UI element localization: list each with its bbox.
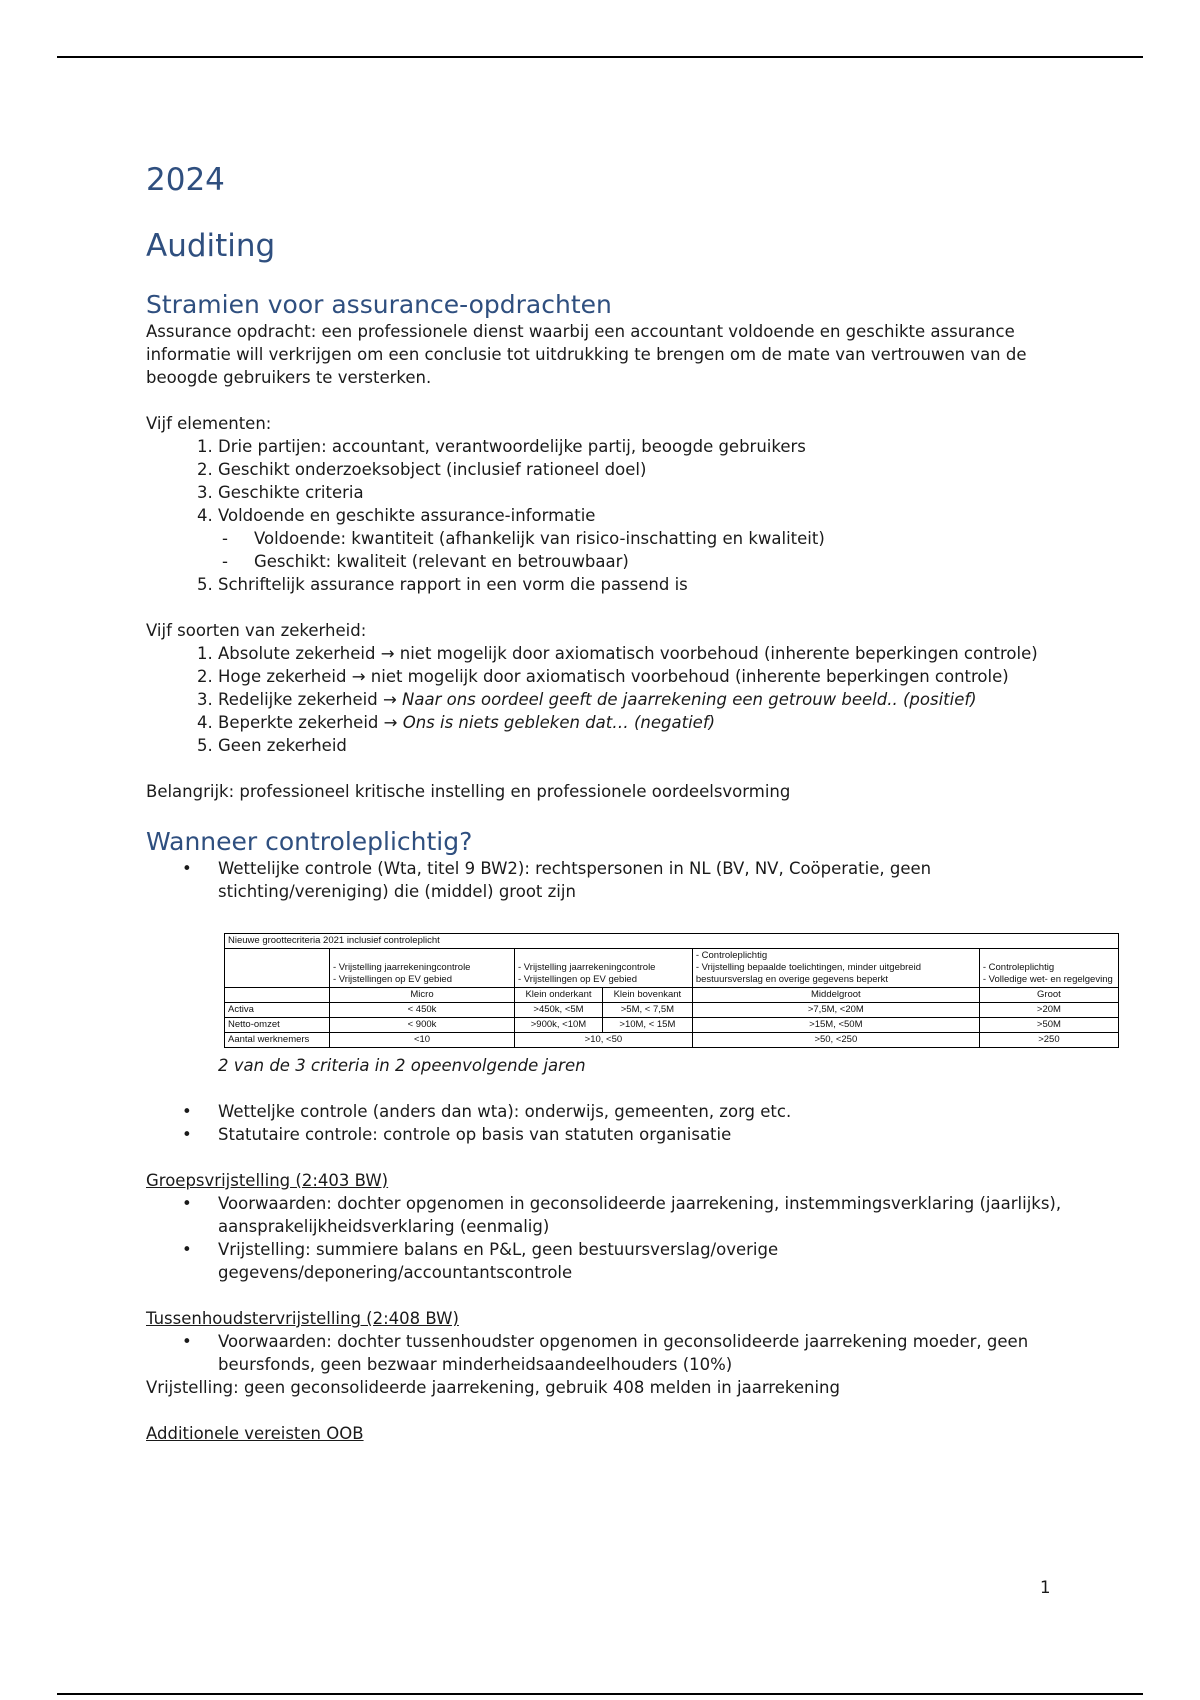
list-item: 2. Hoge zekerheid → niet mogelijk door axiomatisch voorbehoud (inherente beperkingen controle) [218, 665, 1066, 688]
list-item: - Geschikt: kwaliteit (relevant en betrouwbaar) [254, 550, 1066, 573]
footer-rule [57, 1693, 1143, 1695]
certainty-label: Vijf soorten van zekerheid: [146, 621, 367, 640]
elements-list [146, 435, 1066, 596]
table-caption: 2 van de 3 criteria in 2 opeenvolgende jaren [218, 1056, 586, 1075]
list-item: 4. Voldoende en geschikte assurance-informatie - Voldoende: kwantiteit (afhankelijk van risico-inschatting en kwaliteit) - Geschikt: kwaliteit (relevant en betrouwbaar) [218, 504, 1066, 573]
list-item: • Wetteljke controle (anders dan wta): onderwijs, gemeenten, zorg etc. [218, 1100, 1066, 1123]
document-body [146, 160, 1113, 1445]
table-header-cell: Middelgroot [692, 988, 979, 1003]
list-item: 2. Geschikt onderzoeksobject (inclusief rationeel doel) [218, 458, 1066, 481]
table-desc-micro: - Vrijstelling jaarrekeningcontrole - Vrijstellingen op EV gebied [330, 949, 515, 988]
bullet-list [146, 1330, 1066, 1376]
bullet-list [146, 1192, 1066, 1284]
holding-exemption-heading: Tussenhoudstervrijstelling (2:408 BW) [146, 1309, 459, 1328]
list-item: 5. Geen zekerheid [218, 734, 1066, 757]
document-year: 2024 [146, 162, 225, 198]
table-header-cell: Groot [979, 988, 1118, 1003]
certainty-list [146, 642, 1066, 757]
list-item: • Wettelijke controle (Wta, titel 9 BW2): rechtspersonen in NL (BV, NV, Coöperatie, geen stichting/vereniging) die (middel) groot zijn [218, 857, 1066, 903]
assurance-definition: Assurance opdracht: een professionele dienst waarbij een accountant voldoende en geschikte assurance informatie will verkrijgen om een conclusie tot uitdrukking te brengen om de mate van vertrouwen van de beoogde gebruikers te versterken. [146, 322, 1027, 387]
table-header-cell: Klein onderkant [515, 988, 603, 1003]
list-item: 5. Schriftelijk assurance rapport in een vorm die passend is [218, 573, 1066, 596]
table-desc-groot: - Controleplichtig - Volledige wet- en regelgeving [979, 949, 1118, 988]
table-desc-middel: - Controleplichtig - Vrijstelling bepaalde toelichtingen, minder uitgebreid bestuursverslag en overige gegevens beperkt [692, 949, 979, 988]
bullet-list [146, 857, 1066, 903]
important-note: Belangrijk: professioneel kritische instelling en professionele oordeelsvorming [146, 782, 791, 801]
list-item: • Vrijstelling: summiere balans en P&L, geen bestuursverslag/overige gegevens/deponering/accountantscontrole [218, 1238, 1066, 1284]
list-item: 3. Redelijke zekerheid → Naar ons oordeel geeft de jaarrekening een getrouw beeld.. (positief) [218, 688, 1066, 711]
list-item: 1. Absolute zekerheid → niet mogelijk door axiomatisch voorbehoud (inherente beperkingen controle) [218, 642, 1066, 665]
table-header-cell: Micro [330, 988, 515, 1003]
size-criteria-table-wrapper [224, 933, 1113, 1048]
holding-exemption-text: Vrijstelling: geen geconsolideerde jaarrekening, gebruik 408 melden in jaarrekening [146, 1378, 840, 1397]
list-item: 4. Beperkte zekerheid → Ons is niets gebleken dat… (negatief) [218, 711, 1066, 734]
document-title: Auditing [146, 228, 276, 264]
list-item: - Voldoende: kwantiteit (afhankelijk van risico-inschatting en kwaliteit) [254, 527, 1066, 550]
list-item: 3. Geschikte criteria [218, 481, 1066, 504]
group-exemption-heading: Groepsvrijstelling (2:403 BW) [146, 1171, 389, 1190]
table-desc-klein: - Vrijstelling jaarrekeningcontrole - Vrijstellingen op EV gebied [515, 949, 693, 988]
list-item: • Voorwaarden: dochter opgenomen in geconsolideerde jaarrekening, instemmingsverklaring (jaarlijks), aansprakelijkheidsverklaring (eenmalig) [218, 1192, 1066, 1238]
list-item: • Voorwaarden: dochter tussenhoudster opgenomen in geconsolideerde jaarrekening moeder, geen beursfonds, geen bezwaar minderheidsaandeelhouders (10%) [218, 1330, 1066, 1376]
additional-requirements-heading: Additionele vereisten OOB [146, 1424, 364, 1443]
size-criteria-table [224, 933, 1119, 1048]
page-number: 1 [1040, 1578, 1051, 1597]
bullet-list [146, 1100, 1066, 1146]
list-item: 1. Drie partijen: accountant, verantwoordelijke partij, beoogde gebruikers [218, 435, 1066, 458]
table-header-cell: Klein bovenkant [602, 988, 692, 1003]
section-heading-controleplichtig: Wanneer controleplichtig? [146, 827, 473, 856]
table-row: Activa < 450k >450k, <5M >5M, < 7,5M >7,5M, <20M >20M [225, 1003, 1119, 1018]
table-row: Aantal werknemers <10 >10, <50 >50, <250 >250 [225, 1033, 1119, 1048]
list-item: • Statutaire controle: controle op basis van statuten organisatie [218, 1123, 1066, 1146]
elements-label: Vijf elementen: [146, 414, 272, 433]
section-heading-stramien: Stramien voor assurance-opdrachten [146, 290, 612, 319]
table-row: Netto-omzet < 900k >900k, <10M >10M, < 15M >15M, <50M >50M [225, 1018, 1119, 1033]
table-title: Nieuwe groottecriteria 2021 inclusief controleplicht [225, 934, 1119, 949]
sub-list [218, 527, 1066, 573]
header-rule [57, 56, 1143, 58]
